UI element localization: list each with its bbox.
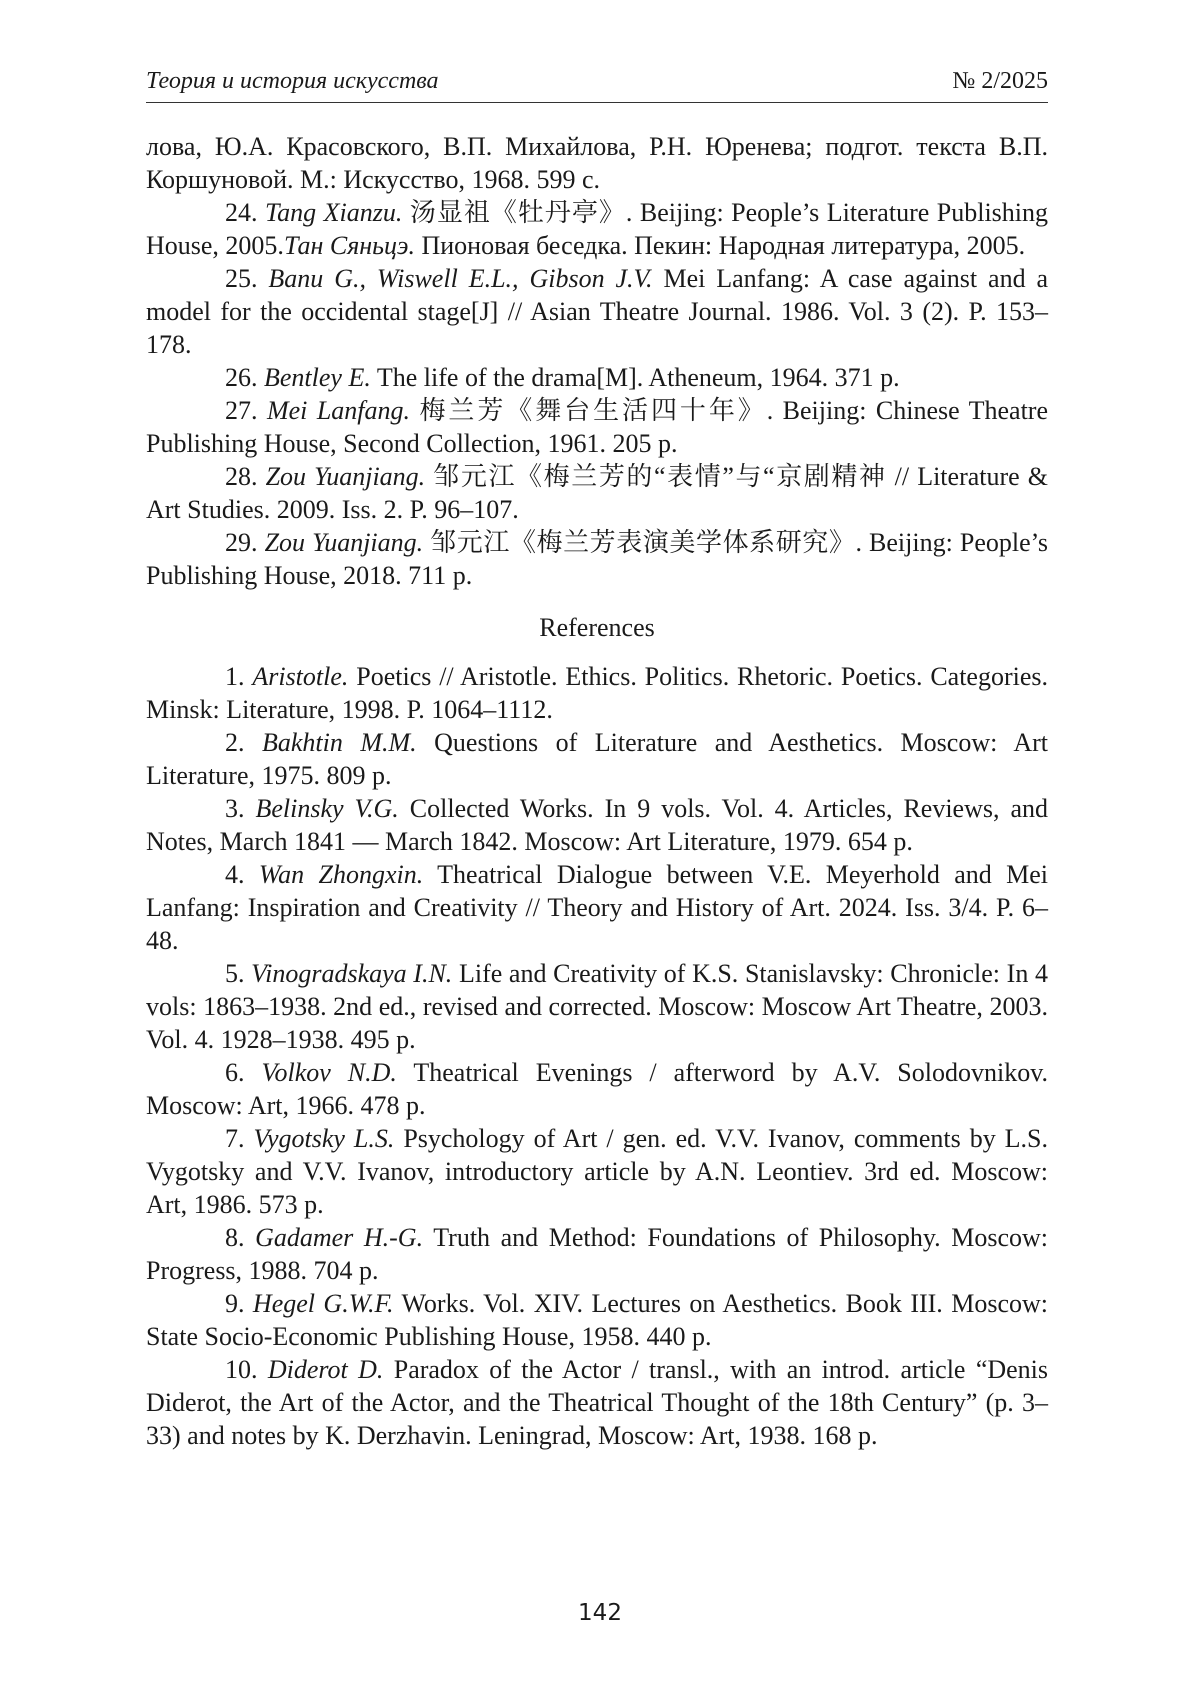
entry-author: Mei Lanfang. <box>267 396 410 425</box>
entry-number: 8. <box>225 1223 245 1252</box>
entry-text: Paradox of the Actor / transl., with an introd. article “Denis Diderot, the Art of the Actor, and the Theatrical Thought of the 18th Century” (p. 3–33) and notes by K. Derzhavin. Leningrad, Moscow: Art, 1938. 168 p. <box>146 1355 1048 1450</box>
entry-text: The life of the drama[M]. Atheneum, 1964. 371 p. <box>377 363 900 392</box>
entry-author: Diderot D. <box>268 1355 384 1384</box>
reference-entry-9 <box>146 1287 1048 1353</box>
entry-text: Works. Vol. XIV. Lectures on Aesthetics. Book III. Moscow: State Socio-Economic Publishing House, 1958. 440 p. <box>146 1289 1048 1351</box>
entry-author: Hegel G.W.F. <box>253 1289 394 1318</box>
bibliography-entry-24 <box>146 196 1048 262</box>
references-list <box>146 660 1048 1452</box>
journal-title: Теория и история искусства <box>146 68 439 95</box>
entry-number: 28. <box>225 462 258 491</box>
bibliography-entry-28 <box>146 460 1048 526</box>
page-number: 142 <box>0 1600 1200 1626</box>
entry-text: Theatrical Dialogue between V.E. Meyerhold and Mei Lanfang: Inspiration and Creativity // Theory and History of Art. 2024. Iss. 3/4. P. 6–48. <box>146 860 1048 955</box>
entry-text: Collected Works. In 9 vols. Vol. 4. Articles, Reviews, and Notes, March 1841 — March 1842. Moscow: Art Literature, 1979. 654 p. <box>146 794 1048 856</box>
entry-text: 邹元江《梅兰芳表演美学体系研究》. Beijing: People’s Publishing House, 2018. 711 p. <box>146 528 1048 590</box>
entry-text: Psychology of Art / gen. ed. V.V. Ivanov, comments by L.S. Vygotsky and V.V. Ivanov, introductory article by A.N. Leontiev. 3rd ed. Moscow: Art, 1986. 573 p. <box>146 1124 1048 1219</box>
reference-entry-3 <box>146 792 1048 858</box>
entry-number: 7. <box>225 1124 245 1153</box>
bibliography-entry-25 <box>146 262 1048 361</box>
entry-number: 29. <box>225 528 258 557</box>
entry-number: 25. <box>225 264 258 293</box>
entry-text: 梅兰芳《舞台生活四十年》. Beijing: Chinese Theatre Publishing House, Second Collection, 1961. 205 p. <box>146 396 1048 458</box>
entry-author: Wan Zhongxin. <box>259 860 423 889</box>
entry-number: 4. <box>225 860 245 889</box>
reference-entry-6 <box>146 1056 1048 1122</box>
reference-entry-5 <box>146 957 1048 1056</box>
entry-text: Life and Creativity of K.S. Stanislavsky: Chronicle: In 4 vols: 1863–1938. 2nd ed., revised and corrected. Moscow: Moscow Art Theatre, 2003. Vol. 4. 1928–1938. 495 p. <box>146 959 1048 1054</box>
entry-author: Bakhtin M.M. <box>262 728 417 757</box>
entry-number: 3. <box>225 794 245 823</box>
reference-entry-1 <box>146 660 1048 726</box>
entry-author-russian: Тан Сяньцэ. <box>284 231 415 260</box>
entry-text: Truth and Method: Foundations of Philosophy. Moscow: Progress, 1988. 704 p. <box>146 1223 1048 1285</box>
entry-text-russian: Пионовая беседка. Пекин: Народная литература, 2005. <box>421 231 1025 260</box>
entry-author: Bentley E. <box>264 363 371 392</box>
running-header <box>146 64 1048 103</box>
references-heading: References <box>146 611 1048 644</box>
entry-number: 26. <box>225 363 258 392</box>
entry-author: Zou Yuanjiang. <box>266 462 426 491</box>
entry-author: Tang Xianzu. <box>265 198 402 227</box>
reference-entry-8 <box>146 1221 1048 1287</box>
entry-number: 24. <box>225 198 258 227</box>
bibliography-entry-26 <box>146 361 1048 394</box>
entry-text: Mei Lanfang: A case against and a model for the occidental stage[J] // Asian Theatre Journal. 1986. Vol. 3 (2). P. 153–178. <box>146 264 1048 359</box>
issue-number: № 2/2025 <box>952 68 1048 95</box>
entry-author: Zou Yuanjiang. <box>265 528 424 557</box>
entry-text: Poetics // Aristotle. Ethics. Politics. Rhetoric. Poetics. Categories. Minsk: Literature, 1998. P. 1064–1112. <box>146 662 1048 724</box>
entry-number: 27. <box>225 396 258 425</box>
entry-number: 1. <box>225 662 245 691</box>
reference-entry-4 <box>146 858 1048 957</box>
reference-entry-10 <box>146 1353 1048 1452</box>
entry-author: Vygotsky L.S. <box>253 1124 394 1153</box>
bibliography-entry-27 <box>146 394 1048 460</box>
bibliography-entry-29 <box>146 526 1048 592</box>
entry-text: 邹元江《梅兰芳的“表情”与“京剧精神 // Literature & Art Studies. 2009. Iss. 2. P. 96–107. <box>146 462 1048 524</box>
entry-number: 10. <box>225 1355 258 1384</box>
entry-number: 6. <box>225 1058 245 1087</box>
entry-number: 5. <box>225 959 245 988</box>
entry-text: 汤显祖《牡丹亭》. Beijing: People’s Literature Publishing House, 2005. <box>146 198 1048 260</box>
bibliography-continuation: лова, Ю.А. Красовского, В.П. Михайлова, Р.Н. Юренева; подгот. текста В.П. Коршуновой. М.: Искусство, 1968. 599 с. <box>146 130 1048 196</box>
reference-entry-7 <box>146 1122 1048 1221</box>
entry-author: Aristotle. <box>252 662 348 691</box>
entry-author: Gadamer H.-G. <box>255 1223 423 1252</box>
entry-author: Volkov N.D. <box>261 1058 396 1087</box>
entry-number: 2. <box>225 728 245 757</box>
entry-text: Theatrical Evenings / afterword by A.V. Solodovnikov. Moscow: Art, 1966. 478 p. <box>146 1058 1048 1120</box>
entry-author: Banu G., Wiswell E.L., Gibson J.V. <box>268 264 652 293</box>
entry-author: Belinsky V.G. <box>255 794 398 823</box>
entry-text: Questions of Literature and Aesthetics. Moscow: Art Literature, 1975. 809 p. <box>146 728 1048 790</box>
entry-author: Vinogradskaya I.N. <box>251 959 452 988</box>
page-content <box>146 130 1048 1452</box>
reference-entry-2 <box>146 726 1048 792</box>
entry-number: 9. <box>225 1289 245 1318</box>
